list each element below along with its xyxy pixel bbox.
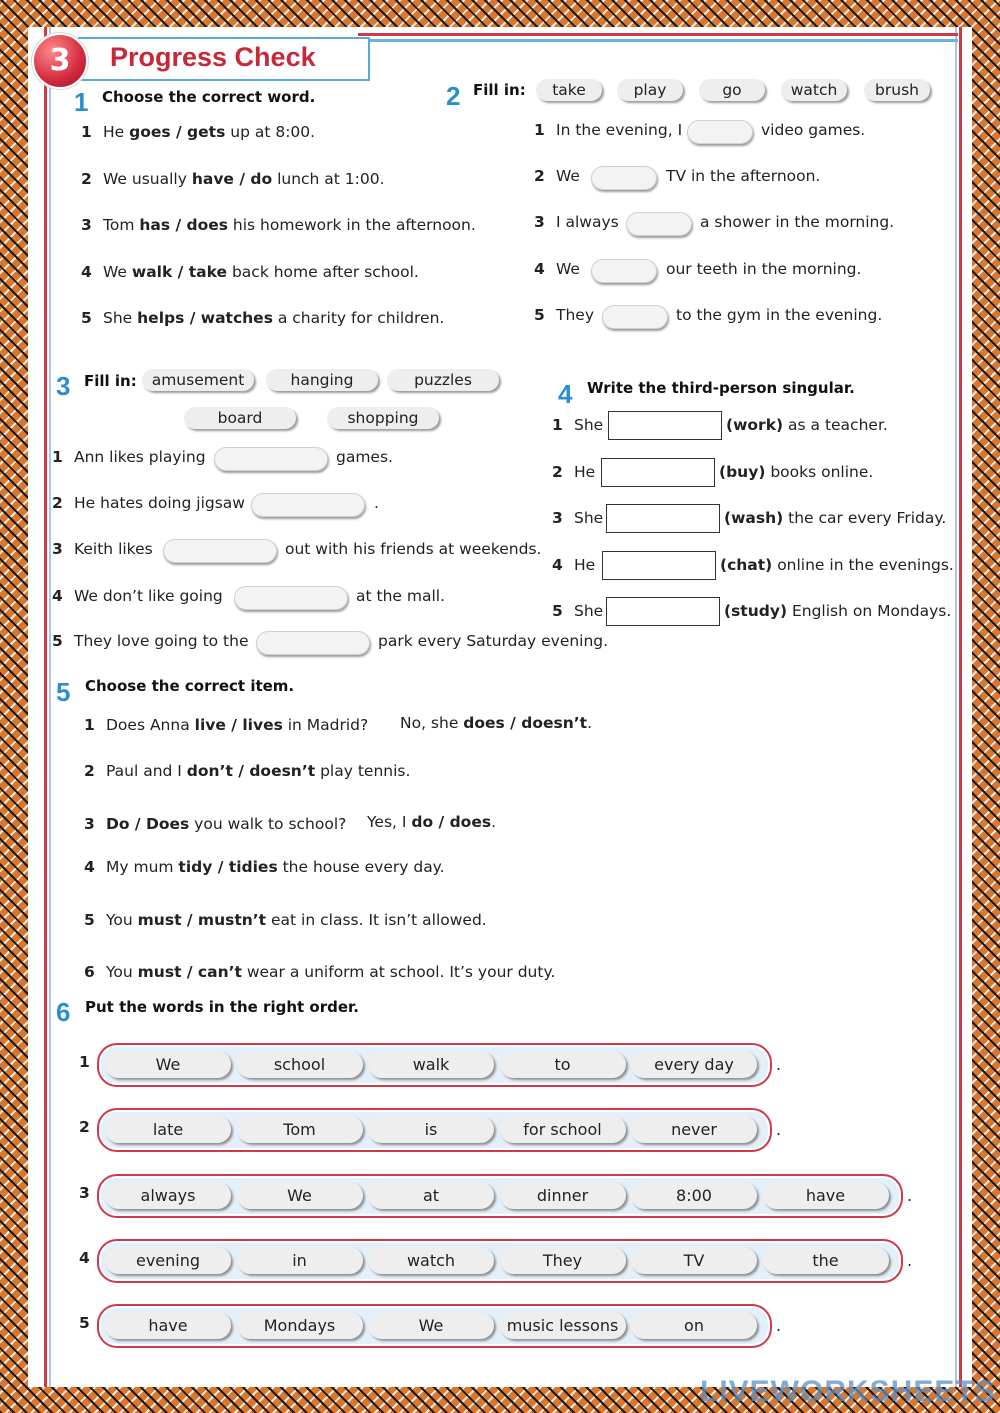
word-choice[interactable]: Do / Does — [106, 815, 190, 833]
word-bank-chip: play — [617, 79, 683, 101]
sentence-start: Tom — [103, 216, 140, 234]
answer-box[interactable] — [602, 551, 716, 580]
answer-end: . — [491, 813, 496, 831]
worksheet-page — [28, 27, 972, 1387]
subject: She — [574, 509, 604, 527]
third-person-item — [552, 509, 603, 527]
draggable-word[interactable]: 8:00 — [631, 1182, 757, 1209]
sentence-end: the car every Friday. — [783, 509, 947, 527]
section-2-title: Fill in: — [473, 81, 526, 99]
frame-line — [44, 27, 47, 1387]
row-number: 1 — [79, 1053, 90, 1071]
subject: He — [574, 556, 596, 574]
word-choice[interactable]: does / doesn’t — [463, 714, 588, 732]
sentence-end: lunch at 1:00. — [272, 170, 385, 188]
sentence-start: My mum — [106, 858, 179, 876]
choose-word-item — [81, 123, 315, 141]
draggable-word[interactable]: every day — [631, 1051, 757, 1078]
choose-word-item — [81, 216, 476, 234]
answer-choice — [367, 813, 496, 831]
verb-hint — [720, 556, 954, 574]
choose-word-item — [81, 263, 419, 281]
sentence-start: I always — [556, 213, 619, 231]
base-verb: (buy) — [719, 463, 766, 481]
section-1-number: 1 — [74, 87, 89, 117]
item-number: 1 — [84, 716, 95, 734]
word-bank-chip: watch — [781, 79, 847, 101]
watermark-logo: LIVEWORKSHEETS — [700, 1375, 996, 1408]
sentence-start: We usually — [103, 170, 192, 188]
word-order-tray — [97, 1304, 772, 1348]
sentence-period: . — [907, 1251, 913, 1270]
sentence-end: back home after school. — [227, 263, 419, 281]
draggable-word[interactable]: We — [105, 1051, 231, 1078]
draggable-word[interactable]: dinner — [500, 1182, 626, 1209]
third-person-item — [552, 463, 595, 481]
word-bank-chip: brush — [864, 79, 930, 101]
draggable-word[interactable]: Tom — [237, 1116, 363, 1143]
choose-item — [84, 762, 410, 780]
draggable-word[interactable]: walk — [368, 1051, 494, 1078]
draggable-word[interactable]: They — [500, 1247, 626, 1274]
answer-box[interactable] — [608, 411, 722, 440]
item-number: 4 — [81, 263, 92, 281]
draggable-word[interactable]: watch — [368, 1247, 494, 1274]
section-1-title: Choose the correct word. — [102, 88, 316, 106]
third-person-item — [552, 416, 603, 434]
word-choice[interactable]: has / does — [139, 216, 228, 234]
sentence-start: They — [556, 306, 595, 324]
page-header — [32, 33, 372, 83]
section-6-title: Put the words in the right order. — [85, 998, 359, 1016]
row-number: 2 — [79, 1118, 90, 1136]
word-bank-chip: board — [184, 407, 296, 429]
sentence-period: . — [776, 1120, 782, 1139]
draggable-word[interactable]: evening — [105, 1247, 231, 1274]
sentence-end: TV in the afternoon. — [666, 167, 821, 185]
sentence-end: play tennis. — [315, 762, 411, 780]
sentence-start: She — [103, 309, 138, 327]
item-number: 3 — [552, 509, 563, 527]
choose-item — [84, 963, 555, 981]
sentence-start: They love going to the — [74, 632, 249, 650]
sentence-end: eat in class. It isn’t allowed. — [266, 911, 487, 929]
draggable-word[interactable]: TV — [631, 1247, 757, 1274]
item-number: 5 — [81, 309, 92, 327]
answer-box[interactable] — [601, 458, 715, 487]
item-number: 5 — [84, 911, 95, 929]
word-order-tray — [97, 1174, 903, 1218]
sentence-end: at the mall. — [356, 587, 446, 605]
frame-line — [959, 27, 962, 1387]
choose-item — [84, 858, 445, 876]
sentence-start: Ann likes playing — [74, 448, 206, 466]
sentence-start: Paul and I — [106, 762, 187, 780]
answer-box[interactable] — [606, 597, 720, 626]
item-number: 2 — [52, 494, 63, 512]
draggable-word[interactable]: Mondays — [237, 1312, 363, 1339]
sentence-end: online in the evenings. — [772, 556, 954, 574]
item-number: 6 — [84, 963, 95, 981]
sentence-start: In the evening, I — [556, 121, 683, 139]
draggable-word[interactable]: for school — [500, 1116, 626, 1143]
base-verb: (wash) — [724, 509, 784, 527]
sentence-end: our teeth in the morning. — [666, 260, 862, 278]
verb-hint — [719, 463, 873, 481]
draggable-word[interactable]: always — [105, 1182, 231, 1209]
item-number: 1 — [552, 416, 563, 434]
frame-line — [955, 27, 957, 1387]
answer-start: Yes, I — [367, 813, 412, 831]
fill-in-item — [52, 632, 249, 650]
fill-in-item — [534, 260, 580, 278]
answer-blank[interactable] — [234, 586, 348, 610]
item-number: 3 — [52, 540, 63, 558]
answer-choice — [400, 714, 592, 732]
item-number: 3 — [81, 216, 92, 234]
sentence-end: a shower in the morning. — [700, 213, 895, 231]
word-choice[interactable]: walk / take — [131, 263, 228, 281]
answer-blank[interactable] — [626, 212, 692, 236]
draggable-word[interactable]: We — [368, 1312, 494, 1339]
word-choice[interactable]: don’t / doesn’t — [186, 762, 316, 780]
word-bank-chip: hanging — [266, 369, 378, 391]
word-bank-chip: puzzles — [387, 369, 499, 391]
base-verb: (study) — [724, 602, 788, 620]
sentence-start: We — [556, 260, 580, 278]
sentence-end: to the gym in the evening. — [676, 306, 883, 324]
draggable-word[interactable]: never — [631, 1116, 757, 1143]
draggable-word[interactable]: have — [763, 1182, 889, 1209]
sentence-start: You — [106, 911, 138, 929]
answer-blank[interactable] — [163, 539, 277, 563]
sentence-end: video games. — [761, 121, 866, 139]
draggable-word[interactable]: the — [763, 1247, 889, 1274]
sentence-end: in Madrid? — [282, 716, 369, 734]
choose-word-item — [81, 170, 385, 188]
answer-blank[interactable] — [256, 631, 370, 655]
fill-in-item — [534, 167, 580, 185]
item-number: 4 — [534, 260, 545, 278]
draggable-word[interactable]: school — [237, 1051, 363, 1078]
sentence-start: Does Anna — [106, 716, 195, 734]
section-3-number: 3 — [56, 371, 71, 401]
draggable-word[interactable]: at — [368, 1182, 494, 1209]
fill-in-item — [52, 494, 245, 512]
row-number: 4 — [79, 1249, 90, 1267]
third-person-item — [552, 602, 603, 620]
frame-line — [358, 39, 958, 42]
section-5-title: Choose the correct item. — [85, 677, 295, 695]
section-2-number: 2 — [446, 81, 461, 111]
item-number: 2 — [84, 762, 95, 780]
verb-hint — [724, 509, 946, 527]
word-order-tray — [97, 1108, 772, 1152]
section-4-number: 4 — [558, 379, 573, 409]
draggable-word[interactable]: music lessons — [500, 1312, 626, 1339]
answer-end: . — [587, 714, 592, 732]
sentence-start: We — [556, 167, 580, 185]
subject: She — [574, 416, 604, 434]
sentence-end: books online. — [765, 463, 874, 481]
word-choice[interactable]: goes / gets — [129, 123, 226, 141]
verb-hint — [724, 602, 951, 620]
sentence-end: a charity for children. — [272, 309, 445, 327]
word-bank-chip: amusement — [142, 369, 254, 391]
fill-in-item — [534, 306, 594, 324]
unit-number-badge: 3 — [32, 33, 88, 89]
sentence-start: We don’t like going — [74, 587, 223, 605]
section-4-title: Write the third-person singular. — [587, 379, 855, 397]
sentence-start: We — [103, 263, 132, 281]
item-number: 4 — [84, 858, 95, 876]
draggable-word[interactable]: is — [368, 1116, 494, 1143]
sentence-end: games. — [336, 448, 393, 466]
row-number: 3 — [79, 1184, 90, 1202]
item-number: 2 — [552, 463, 563, 481]
section-5-number: 5 — [56, 677, 71, 707]
sentence-period: . — [907, 1186, 913, 1205]
sentence-end: up at 8:00. — [225, 123, 316, 141]
sentence-end: you walk to school? — [189, 815, 347, 833]
fill-in-item — [534, 121, 682, 139]
item-number: 5 — [552, 602, 563, 620]
choose-item — [84, 716, 368, 734]
answer-box[interactable] — [606, 504, 720, 533]
item-number: 2 — [534, 167, 545, 185]
draggable-word[interactable]: to — [500, 1051, 626, 1078]
base-verb: (chat) — [720, 556, 773, 574]
fill-in-item — [52, 587, 223, 605]
word-choice[interactable]: do / does — [411, 813, 492, 831]
word-bank-chip: take — [536, 79, 602, 101]
item-number: 1 — [81, 123, 92, 141]
answer-blank[interactable] — [591, 259, 657, 283]
sentence-end: park every Saturday evening. — [378, 632, 609, 650]
fill-in-item — [52, 448, 206, 466]
draggable-word[interactable]: in — [237, 1247, 363, 1274]
answer-blank[interactable] — [602, 305, 668, 329]
item-number: 1 — [52, 448, 63, 466]
subject: He — [574, 463, 596, 481]
word-bank-chip: shopping — [327, 407, 439, 429]
item-number: 3 — [84, 815, 95, 833]
sentence-period: . — [776, 1055, 782, 1074]
choose-word-item — [81, 309, 444, 327]
sentence-start: You — [106, 963, 138, 981]
frame-line — [49, 27, 51, 1387]
word-choice[interactable]: must / mustn’t — [137, 911, 267, 929]
section-6-number: 6 — [56, 997, 71, 1027]
word-choice[interactable]: helps / watches — [137, 309, 273, 327]
item-number: 4 — [52, 587, 63, 605]
word-bank-chip: go — [699, 79, 765, 101]
verb-hint — [726, 416, 888, 434]
word-order-tray — [97, 1043, 772, 1087]
sentence-end: as a teacher. — [783, 416, 888, 434]
word-choice[interactable]: live / lives — [194, 716, 283, 734]
item-number: 4 — [552, 556, 563, 574]
word-choice[interactable]: have / do — [191, 170, 273, 188]
sentence-start: Keith likes — [74, 540, 153, 558]
sentence-end: English on Mondays. — [787, 602, 952, 620]
subject: She — [574, 602, 604, 620]
fill-in-item — [52, 540, 153, 558]
word-choice[interactable]: must / can’t — [137, 963, 242, 981]
choose-item — [84, 911, 487, 929]
frame-line — [358, 33, 958, 36]
word-order-tray — [97, 1239, 903, 1283]
sentence-end: his homework in the afternoon. — [228, 216, 476, 234]
word-choice[interactable]: tidy / tidies — [178, 858, 278, 876]
sentence-start: He hates doing jigsaw — [74, 494, 245, 512]
item-number: 3 — [534, 213, 545, 231]
answer-blank[interactable] — [687, 120, 753, 144]
answer-blank[interactable] — [214, 447, 328, 471]
draggable-word[interactable]: late — [105, 1116, 231, 1143]
item-number: 5 — [534, 306, 545, 324]
base-verb: (work) — [726, 416, 784, 434]
answer-blank[interactable] — [591, 166, 657, 190]
third-person-item — [552, 556, 595, 574]
sentence-end: the house every day. — [277, 858, 445, 876]
sentence-end: . — [374, 494, 379, 512]
answer-blank[interactable] — [251, 493, 365, 517]
item-number: 5 — [52, 632, 63, 650]
draggable-word[interactable]: We — [237, 1182, 363, 1209]
sentence-end: out with his friends at weekends. — [285, 540, 542, 558]
answer-start: No, she — [400, 714, 464, 732]
choose-item — [84, 815, 346, 833]
sentence-end: wear a uniform at school. It’s your duty. — [241, 963, 556, 981]
fill-in-item — [534, 213, 619, 231]
sentence-period: . — [776, 1316, 782, 1335]
draggable-word[interactable]: have — [105, 1312, 231, 1339]
draggable-word[interactable]: on — [631, 1312, 757, 1339]
page-title: Progress Check — [110, 42, 316, 72]
item-number: 2 — [81, 170, 92, 188]
sentence-start: He — [103, 123, 130, 141]
item-number: 1 — [534, 121, 545, 139]
section-3-title: Fill in: — [84, 372, 137, 390]
row-number: 5 — [79, 1314, 90, 1332]
